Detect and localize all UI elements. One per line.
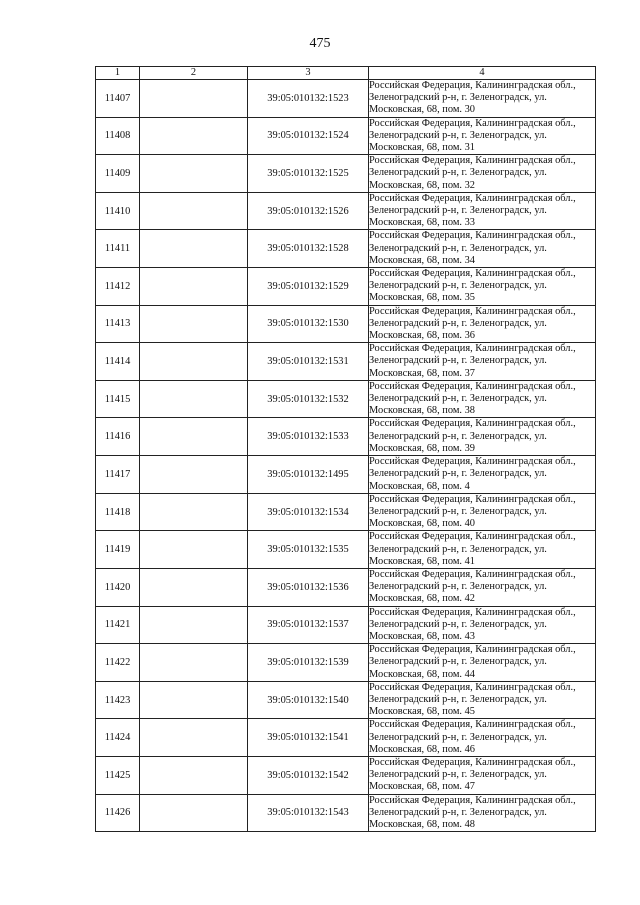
table-row: [96, 380, 596, 418]
row-number-cell: 11408: [96, 117, 140, 155]
column-2-cell: [140, 794, 248, 832]
cadastral-number-cell: 39:05:010132:1533: [248, 418, 369, 456]
row-number-cell: 11413: [96, 305, 140, 343]
address-cell: Российская Федерация, Калининградская обл., Зеленоградский р-н, г. Зеленоградск, ул. Московская, 68, пом. 38: [369, 380, 596, 418]
table-row: [96, 268, 596, 306]
row-number-cell: 11409: [96, 155, 140, 193]
column-2-cell: [140, 456, 248, 494]
table-row: [96, 568, 596, 606]
table-row: [96, 80, 596, 118]
cadastral-number-cell: 39:05:010132:1539: [248, 644, 369, 682]
cadastral-number-cell: 39:05:010132:1542: [248, 756, 369, 794]
header-col-3: 3: [248, 67, 369, 80]
cadastral-number-cell: 39:05:010132:1526: [248, 192, 369, 230]
address-cell: Российская Федерация, Калининградская обл., Зеленоградский р-н, г. Зеленоградск, ул. Московская, 68, пом. 30: [369, 80, 596, 118]
row-number-cell: 11414: [96, 343, 140, 381]
table-row: [96, 681, 596, 719]
column-2-cell: [140, 418, 248, 456]
row-number-cell: 11411: [96, 230, 140, 268]
table-header: [96, 67, 596, 80]
cadastral-number-cell: 39:05:010132:1495: [248, 456, 369, 494]
column-2-cell: [140, 268, 248, 306]
row-number-cell: 11412: [96, 268, 140, 306]
address-cell: Российская Федерация, Калининградская обл., Зеленоградский р-н, г. Зеленоградск, ул. Московская, 68, пом. 41: [369, 531, 596, 569]
address-cell: Российская Федерация, Калининградская обл., Зеленоградский р-н, г. Зеленоградск, ул. Московская, 68, пом. 45: [369, 681, 596, 719]
cadastral-number-cell: 39:05:010132:1523: [248, 80, 369, 118]
column-2-cell: [140, 80, 248, 118]
table-row: [96, 531, 596, 569]
table-row: [96, 606, 596, 644]
column-2-cell: [140, 343, 248, 381]
header-row: [96, 67, 596, 80]
address-cell: Российская Федерация, Калининградская обл., Зеленоградский р-н, г. Зеленоградск, ул. Московская, 68, пом. 34: [369, 230, 596, 268]
column-2-cell: [140, 155, 248, 193]
address-cell: Российская Федерация, Калининградская обл., Зеленоградский р-н, г. Зеленоградск, ул. Московская, 68, пом. 37: [369, 343, 596, 381]
table-row: [96, 456, 596, 494]
address-cell: Российская Федерация, Калининградская обл., Зеленоградский р-н, г. Зеленоградск, ул. Московская, 68, пом. 32: [369, 155, 596, 193]
row-number-cell: 11421: [96, 606, 140, 644]
page-number: 475: [309, 36, 331, 51]
row-number-cell: 11417: [96, 456, 140, 494]
column-2-cell: [140, 230, 248, 268]
row-number-cell: 11415: [96, 380, 140, 418]
cadastral-number-cell: 39:05:010132:1537: [248, 606, 369, 644]
row-number-cell: 11425: [96, 756, 140, 794]
header-col-1: 1: [96, 67, 140, 80]
header-col-2: 2: [140, 67, 248, 80]
address-cell: Российская Федерация, Калининградская обл., Зеленоградский р-н, г. Зеленоградск, ул. Московская, 68, пом. 42: [369, 568, 596, 606]
table-row: [96, 230, 596, 268]
address-cell: Российская Федерация, Калининградская обл., Зеленоградский р-н, г. Зеленоградск, ул. Московская, 68, пом. 43: [369, 606, 596, 644]
cadastral-number-cell: 39:05:010132:1530: [248, 305, 369, 343]
column-2-cell: [140, 305, 248, 343]
cadastral-number-cell: 39:05:010132:1543: [248, 794, 369, 832]
cadastral-number-cell: 39:05:010132:1529: [248, 268, 369, 306]
table-row: [96, 343, 596, 381]
cadastral-number-cell: 39:05:010132:1524: [248, 117, 369, 155]
table-row: [96, 493, 596, 531]
row-number-cell: 11407: [96, 80, 140, 118]
row-number-cell: 11426: [96, 794, 140, 832]
column-2-cell: [140, 681, 248, 719]
column-2-cell: [140, 568, 248, 606]
row-number-cell: 11419: [96, 531, 140, 569]
address-cell: Российская Федерация, Калининградская обл., Зеленоградский р-н, г. Зеленоградск, ул. Московская, 68, пом. 46: [369, 719, 596, 757]
column-2-cell: [140, 719, 248, 757]
column-2-cell: [140, 117, 248, 155]
cadastral-number-cell: 39:05:010132:1531: [248, 343, 369, 381]
column-2-cell: [140, 192, 248, 230]
cadastral-number-cell: 39:05:010132:1535: [248, 531, 369, 569]
cadastral-number-cell: 39:05:010132:1534: [248, 493, 369, 531]
column-2-cell: [140, 380, 248, 418]
column-2-cell: [140, 606, 248, 644]
address-cell: Российская Федерация, Калининградская обл., Зеленоградский р-н, г. Зеленоградск, ул. Московская, 68, пом. 48: [369, 794, 596, 832]
cadastral-number-cell: 39:05:010132:1528: [248, 230, 369, 268]
cadastral-number-cell: 39:05:010132:1532: [248, 380, 369, 418]
table-row: [96, 794, 596, 832]
row-number-cell: 11422: [96, 644, 140, 682]
cadastral-number-cell: 39:05:010132:1541: [248, 719, 369, 757]
table-body: [96, 80, 596, 832]
column-2-cell: [140, 756, 248, 794]
table-row: [96, 305, 596, 343]
address-cell: Российская Федерация, Калининградская обл., Зеленоградский р-н, г. Зеленоградск, ул. Московская, 68, пом. 44: [369, 644, 596, 682]
column-2-cell: [140, 531, 248, 569]
column-2-cell: [140, 644, 248, 682]
table-row: [96, 155, 596, 193]
row-number-cell: 11420: [96, 568, 140, 606]
table-row: [96, 117, 596, 155]
cadastral-number-cell: 39:05:010132:1525: [248, 155, 369, 193]
table-row: [96, 644, 596, 682]
table-row: [96, 756, 596, 794]
column-2-cell: [140, 493, 248, 531]
address-cell: Российская Федерация, Калининградская обл., Зеленоградский р-н, г. Зеленоградск, ул. Московская, 68, пом. 31: [369, 117, 596, 155]
header-col-4: 4: [369, 67, 596, 80]
address-cell: Российская Федерация, Калининградская обл., Зеленоградский р-н, г. Зеленоградск, ул. Московская, 68, пом. 39: [369, 418, 596, 456]
cadastral-number-cell: 39:05:010132:1540: [248, 681, 369, 719]
row-number-cell: 11416: [96, 418, 140, 456]
address-cell: Российская Федерация, Калининградская обл., Зеленоградский р-н, г. Зеленоградск, ул. Московская, 68, пом. 40: [369, 493, 596, 531]
registry-table: [95, 66, 596, 832]
table-row: [96, 192, 596, 230]
row-number-cell: 11410: [96, 192, 140, 230]
row-number-cell: 11418: [96, 493, 140, 531]
address-cell: Российская Федерация, Калининградская обл., Зеленоградский р-н, г. Зеленоградск, ул. Московская, 68, пом. 36: [369, 305, 596, 343]
table-row: [96, 418, 596, 456]
cadastral-number-cell: 39:05:010132:1536: [248, 568, 369, 606]
address-cell: Российская Федерация, Калининградская обл., Зеленоградский р-н, г. Зеленоградск, ул. Московская, 68, пом. 4: [369, 456, 596, 494]
row-number-cell: 11424: [96, 719, 140, 757]
address-cell: Российская Федерация, Калининградская обл., Зеленоградский р-н, г. Зеленоградск, ул. Московская, 68, пом. 33: [369, 192, 596, 230]
row-number-cell: 11423: [96, 681, 140, 719]
table-row: [96, 719, 596, 757]
address-cell: Российская Федерация, Калининградская обл., Зеленоградский р-н, г. Зеленоградск, ул. Московская, 68, пом. 47: [369, 756, 596, 794]
address-cell: Российская Федерация, Калининградская обл., Зеленоградский р-н, г. Зеленоградск, ул. Московская, 68, пом. 35: [369, 268, 596, 306]
